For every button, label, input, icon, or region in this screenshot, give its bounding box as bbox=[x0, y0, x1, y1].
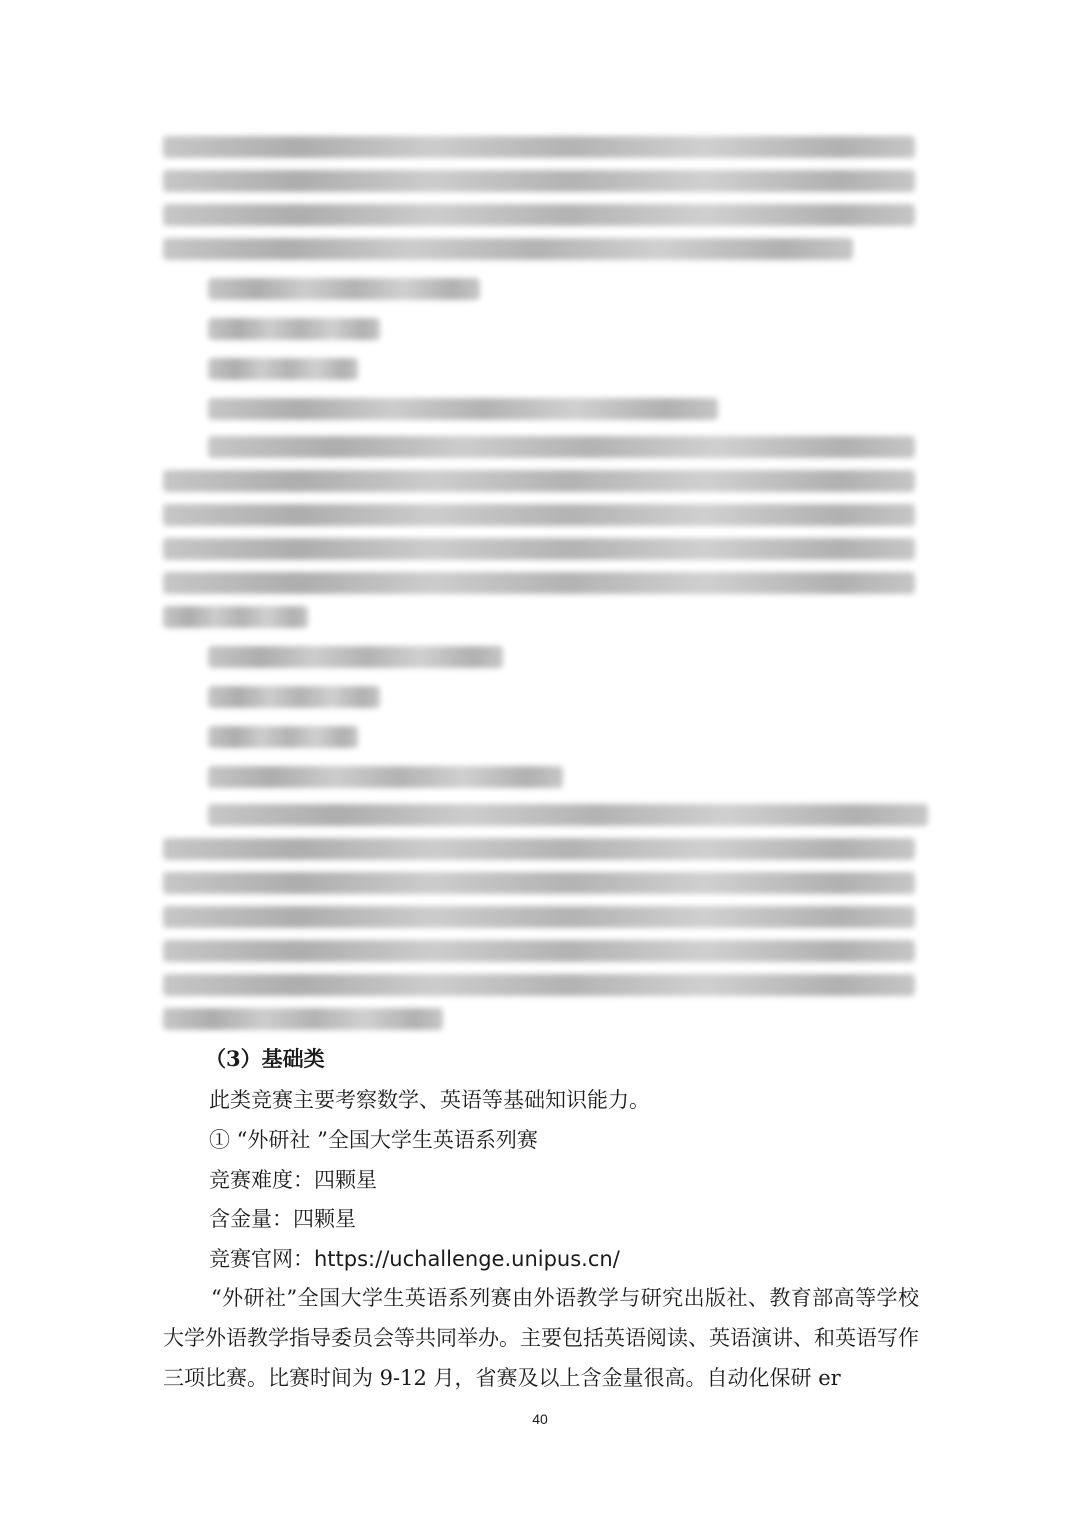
difficulty-rating: 竞赛难度：四颗星 bbox=[209, 1168, 377, 1192]
website-line bbox=[209, 1244, 620, 1274]
section-heading: （3）基础类 bbox=[205, 1046, 325, 1071]
intro-text: 此类竞赛主要考察数学、英语等基础知识能力。 bbox=[209, 1088, 650, 1112]
website-link[interactable]: https://uchallenge.unipus.cn/ bbox=[314, 1247, 620, 1271]
blurred-content bbox=[163, 128, 923, 1033]
competition-title: ① “外研社 ”全国大学生英语系列赛 bbox=[209, 1128, 538, 1152]
page-number: 40 bbox=[532, 1411, 548, 1427]
competition-description: “外研社”全国大学生英语系列赛由外语教学与研究出版社、教育部高等学校大学外语教学指导委员会等共同举办。主要包括英语阅读、英语演讲、和英语写作三项比赛。比赛时间为 9-12 月，省赛及以上含金量很高。自动化保研 er bbox=[163, 1286, 919, 1390]
value-rating: 含金量：四颗星 bbox=[209, 1207, 356, 1231]
website-label: 竞赛官网： bbox=[209, 1247, 314, 1271]
